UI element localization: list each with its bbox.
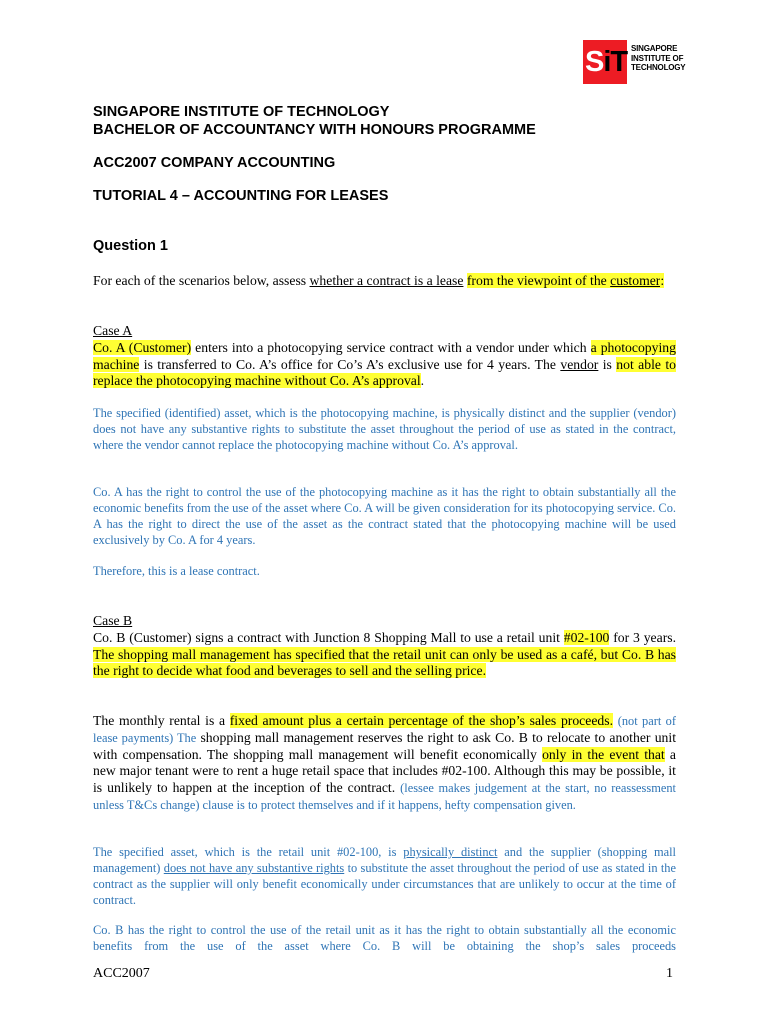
case-a-answer-2: Co. A has the right to control the use of the photocopying machine as it has the right to obtain substantially all the economic benefits from the use of the asset where Co. A will be given consideration for its photocopying service. Co. A has the right to direct the use of the asset as the contract stated that the photocopying machine will be used exclusively by Co. A for 4 years. — [93, 485, 676, 547]
course-heading: ACC2007 COMPANY ACCOUNTING — [93, 155, 336, 171]
logo-wordmark: SINGAPORE INSTITUTE OF TECHNOLOGY — [631, 44, 686, 72]
intro-paragraph: For each of the scenarios below, assess whether a contract is a lease from the viewpoint of the customer: — [93, 273, 665, 288]
case-b-answer-1: The specified asset, which is the retail unit #02-100, is physically distinct and the supplier (shopping mall management) does not have any substantive rights to substitute the asset throughout the period of use as stated in the contract as the supplier will only benefit economically under circumstances that are unlikely to occur at the time of contract. — [93, 845, 676, 907]
case-b-scenario: Co. B (Customer) signs a contract with Junction 8 Shopping Mall to use a retail unit #02-100 for 3 years. The shopping mall management has specified that the retail unit can only be used as a café, but Co. B has the right to decide what food and beverages to sell and the selling price. — [93, 630, 676, 679]
programme-heading: BACHELOR OF ACCOUNTANCY WITH HONOURS PROGRAMME — [93, 122, 536, 138]
case-a-title: Case A — [93, 323, 133, 338]
question-heading: Question 1 — [93, 238, 168, 254]
case-a-answer-1: The specified (identified) asset, which is the photocopying machine, is physically distinct and the supplier (vendor) does not have any substantive rights to substitute the asset throughout the period of use as stated in the contract, where the vendor cannot replace the photocopying machine without Co. A’s approval. — [93, 406, 676, 452]
case-b-rental-paragraph: The monthly rental is a fixed amount plus a certain percentage of the shop’s sales proceeds. (not part of lease payments) The shopping mall management reserves the right to ask Co. B to relocate to another unit with compensation. The shopping mall management will benefit economically only in the event that a new major tenant were to rent a huge retail space that includes #02-100. Although this may be possible, it is unlikely to happen at the inception of the contract. (lessee makes judgement at the start, no reassessment unless T&Cs change) clause is to protect themselves and if it happens, hefty compensation given. — [93, 713, 676, 812]
case-a-conclusion: Therefore, this is a lease contract. — [93, 564, 260, 578]
case-a-scenario: Co. A (Customer) enters into a photocopying service contract with a vendor under which a photocopying machine is transferred to Co. A’s office for Co’s A’s exclusive use for 4 years. The vendor is not able to replace the photocopying machine without Co. A’s approval. — [93, 340, 676, 389]
footer-course-code: ACC2007 — [93, 966, 150, 981]
institution-heading: SINGAPORE INSTITUTE OF TECHNOLOGY — [93, 104, 390, 120]
tutorial-heading: TUTORIAL 4 – ACCOUNTING FOR LEASES — [93, 188, 389, 204]
logo-sit-letters: SiT — [585, 46, 628, 78]
footer-page-number: 1 — [666, 966, 673, 981]
sit-logo — [583, 40, 686, 84]
case-b-title: Case B — [93, 613, 133, 628]
case-b-answer-2: Co. B has the right to control the use of the retail unit as it has the right to obtain substantially all the economic benefits from the use of the asset where Co. B will be obtaining the shop’s sales proceeds — [93, 923, 676, 953]
